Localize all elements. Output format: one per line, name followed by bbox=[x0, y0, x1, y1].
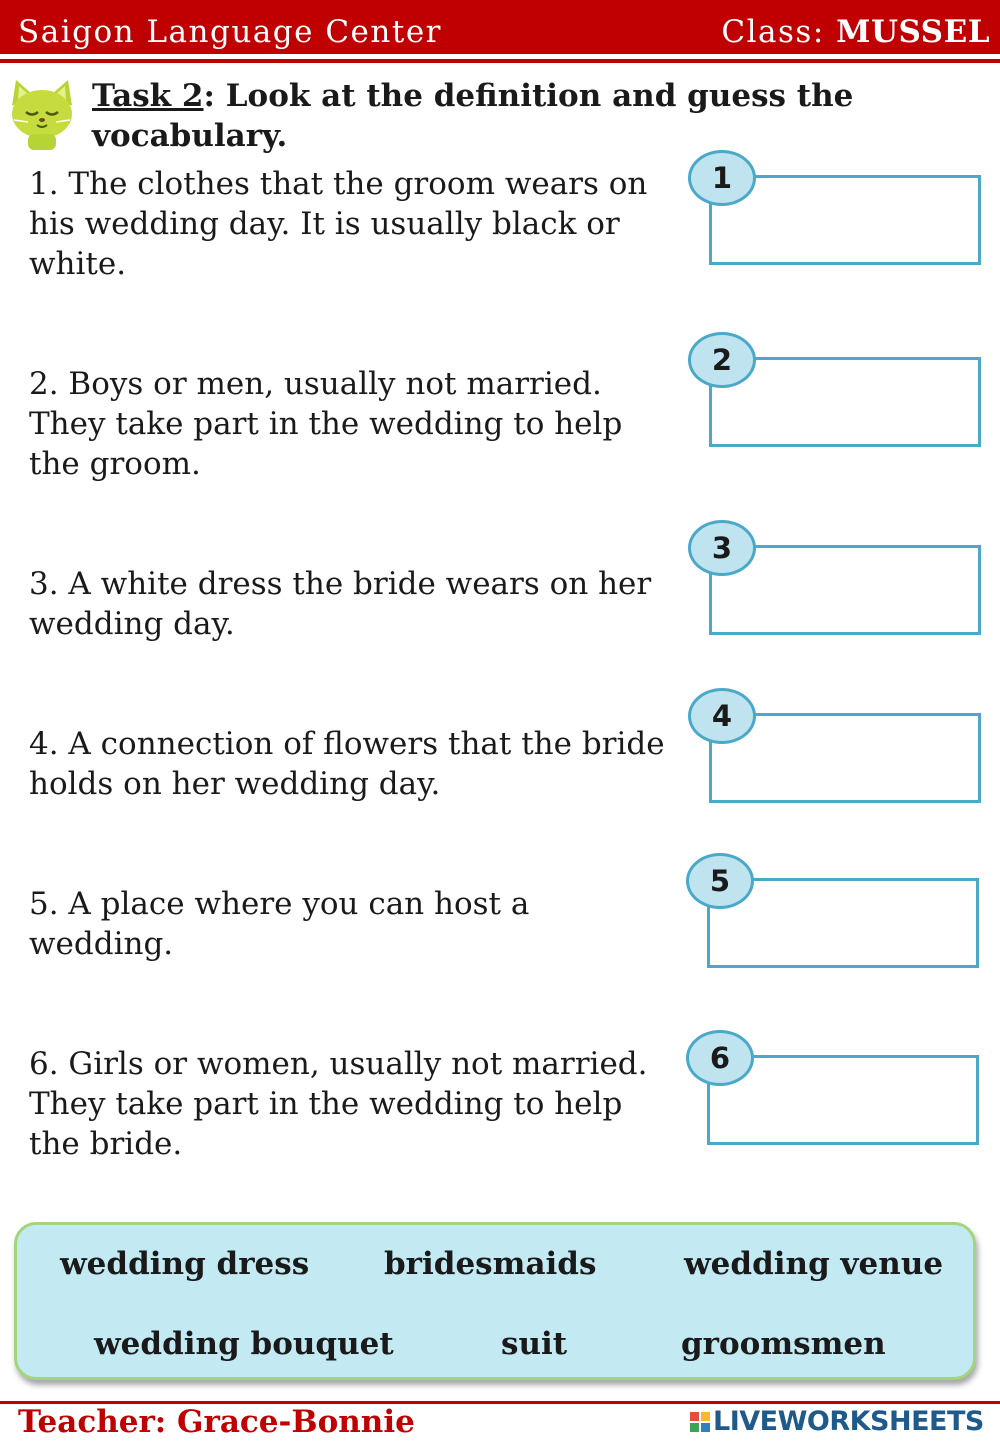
word-bank-item: groomsmen bbox=[681, 1326, 886, 1362]
center-name: Saigon Language Center bbox=[18, 14, 442, 50]
word-bank-item: suit bbox=[501, 1326, 568, 1362]
word-bank-item: wedding bouquet bbox=[94, 1326, 394, 1362]
task-instruction: : Look at the definition and guess the vocabulary. bbox=[92, 78, 854, 154]
task-heading bbox=[92, 76, 952, 156]
header-bar bbox=[0, 0, 1000, 54]
word-bank-item: wedding dress bbox=[60, 1246, 310, 1282]
header-divider bbox=[0, 59, 1000, 63]
word-bank bbox=[14, 1222, 976, 1380]
liveworksheets-logo-text: LIVEWORKSHEETS bbox=[713, 1406, 984, 1437]
task-label: Task 2 bbox=[92, 78, 204, 114]
answer-number-6: 6 bbox=[686, 1030, 754, 1086]
answer-number-2: 2 bbox=[688, 332, 756, 388]
liveworksheets-logo-icon bbox=[690, 1412, 710, 1432]
class-info bbox=[721, 14, 990, 50]
answer-number-3: 3 bbox=[688, 520, 756, 576]
question-3: 3. A white dress the bride wears on her wedding day. bbox=[29, 566, 652, 642]
class-label: Class: bbox=[721, 14, 837, 50]
teacher-name: Teacher: Grace-Bonnie bbox=[18, 1404, 415, 1440]
question-5: 5. A place where you can host a wedding. bbox=[29, 886, 530, 962]
answer-number-4: 4 bbox=[688, 688, 756, 744]
answer-number-1: 1 bbox=[688, 150, 756, 206]
word-bank-item: wedding venue bbox=[684, 1246, 944, 1282]
cat-mascot-icon bbox=[6, 76, 78, 150]
question-4: 4. A connection of flowers that the bride holds on her wedding day. bbox=[29, 726, 665, 802]
question-1: 1. The clothes that the groom wears on his wedding day. It is usually black or white. bbox=[29, 166, 648, 282]
class-value: MUSSEL bbox=[836, 14, 990, 50]
word-bank-item: bridesmaids bbox=[384, 1246, 597, 1282]
question-6: 6. Girls or women, usually not married. They take part in the wedding to help the bride. bbox=[29, 1046, 648, 1162]
answer-number-5: 5 bbox=[686, 853, 754, 909]
liveworksheets-logo bbox=[690, 1406, 984, 1437]
question-2: 2. Boys or men, usually not married. They take part in the wedding to help the groom. bbox=[29, 366, 623, 482]
